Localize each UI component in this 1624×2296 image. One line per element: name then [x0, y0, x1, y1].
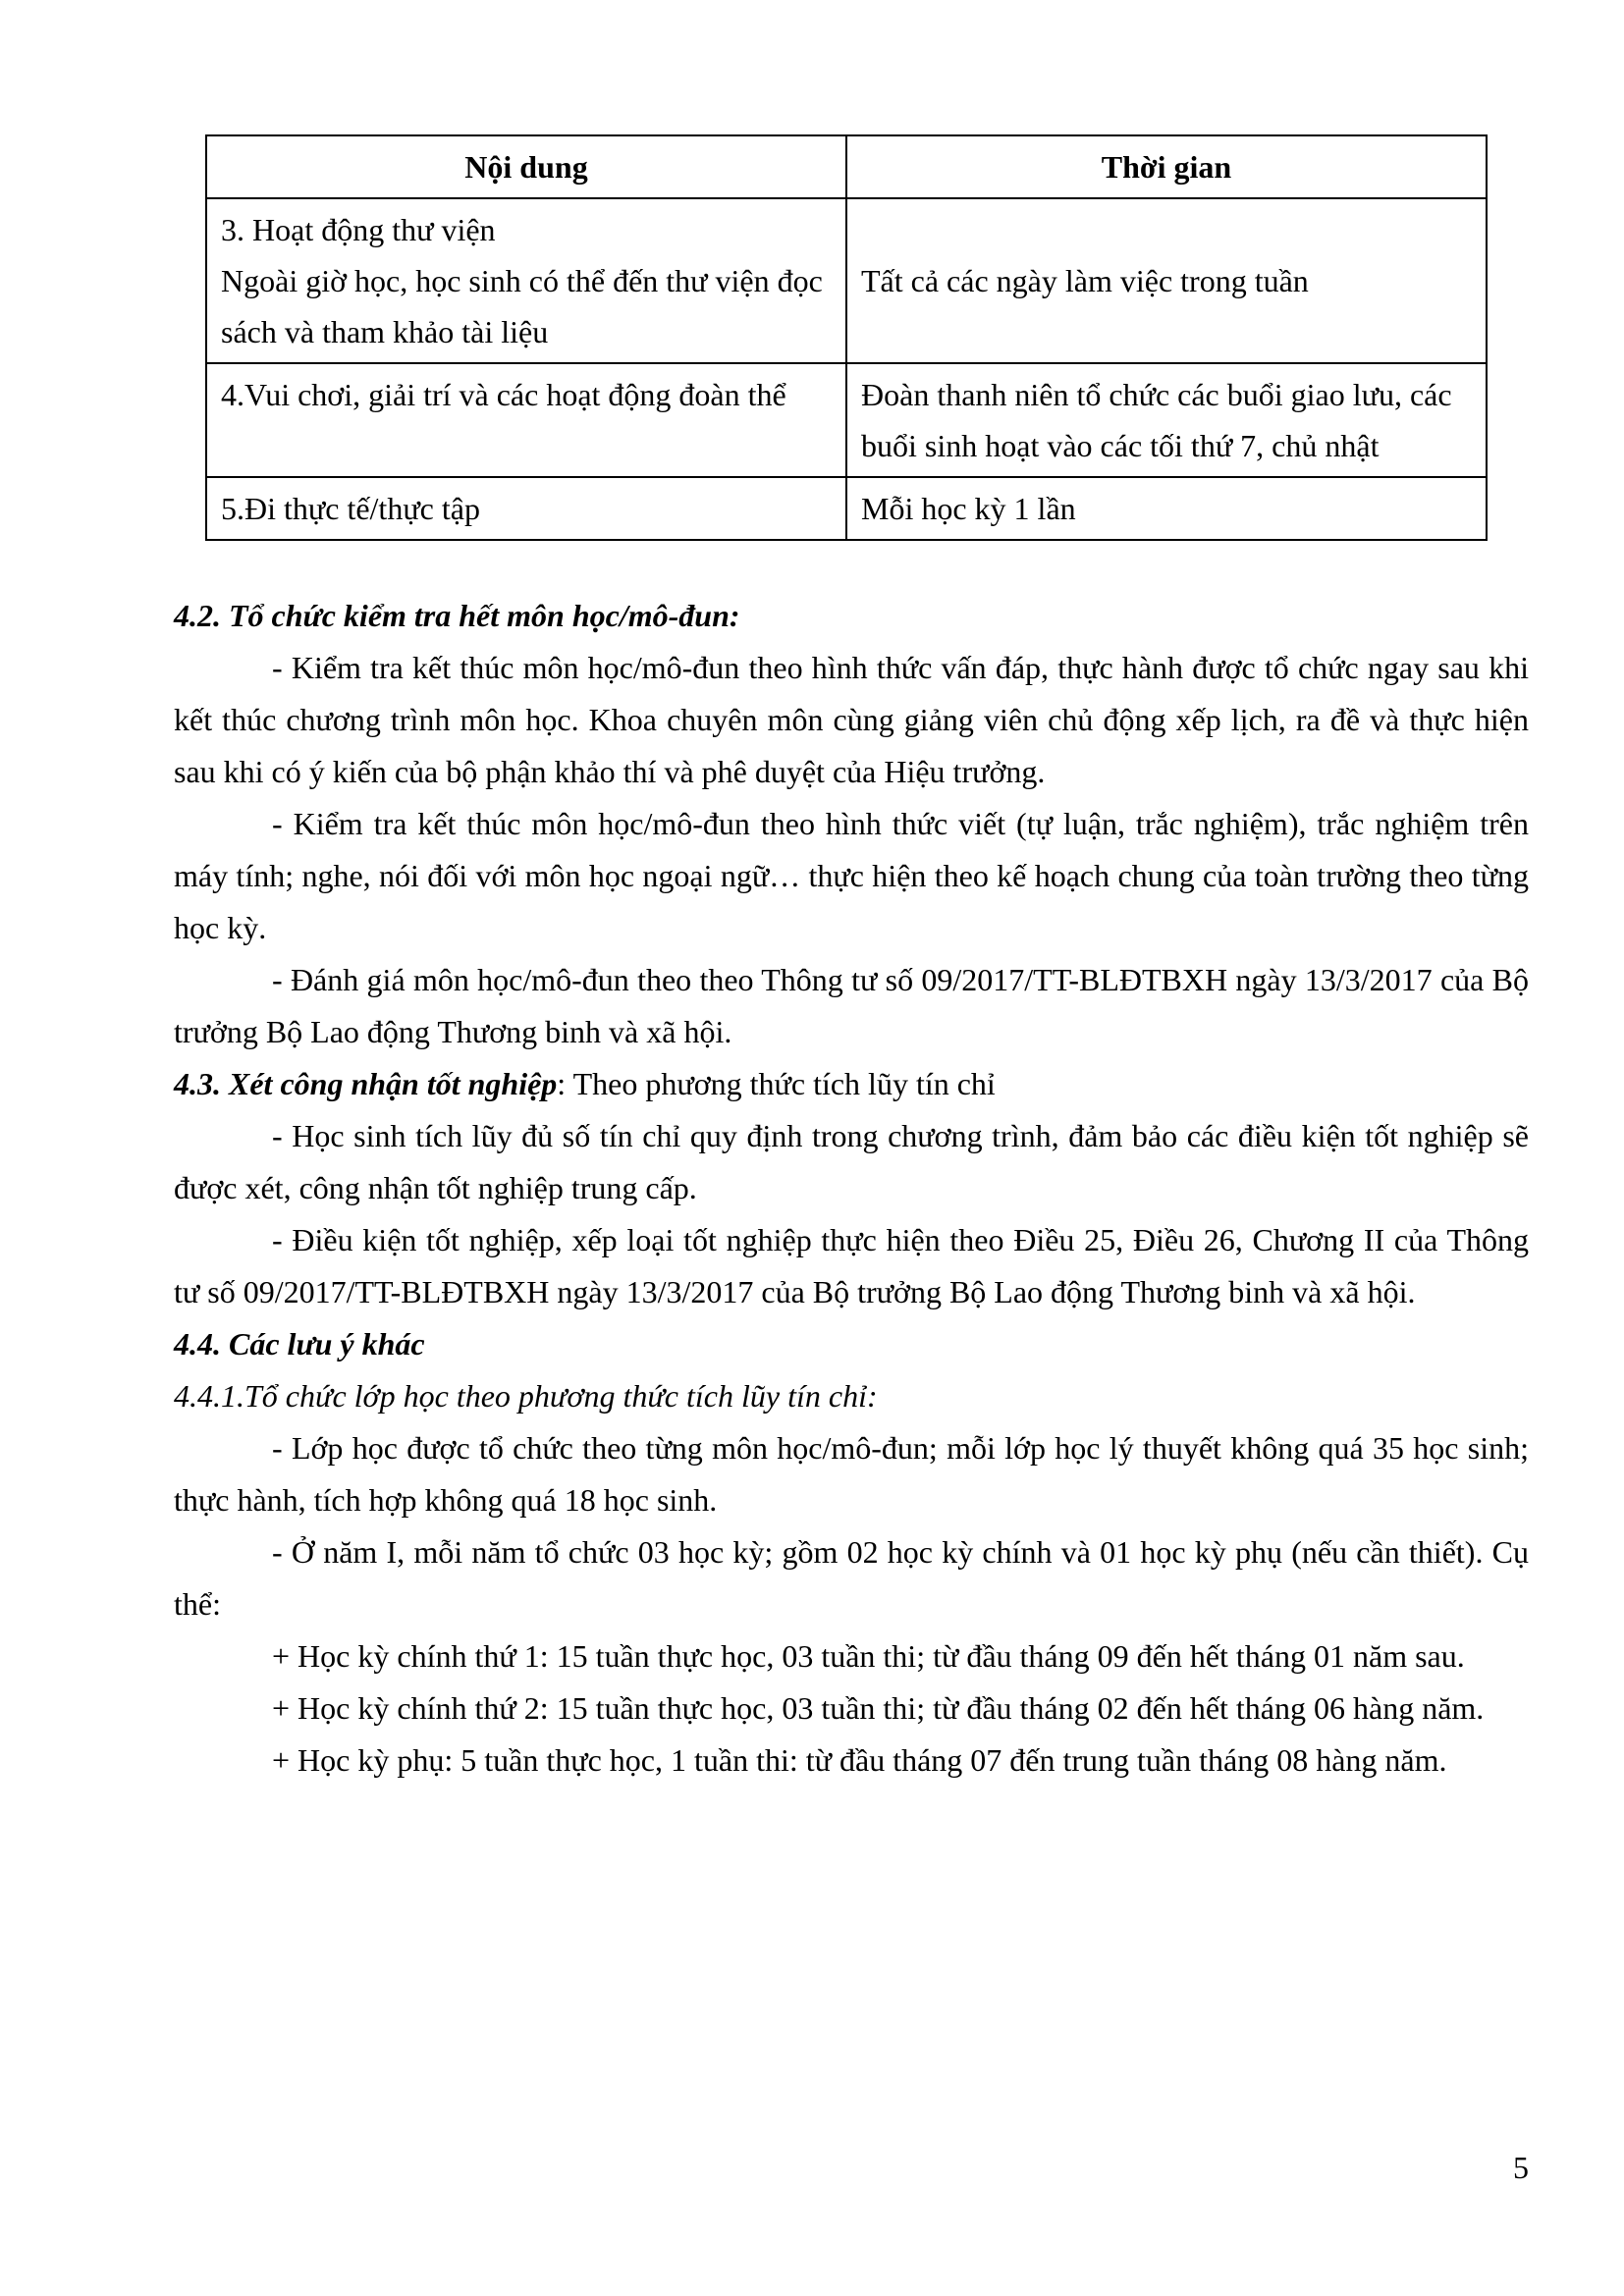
- paragraph: - Học sinh tích lũy đủ số tín chỉ quy định trong chương trình, đảm bảo các điều kiện tốt nghiệp sẽ được xét, công nhận tốt nghiệp trung cấp.: [174, 1118, 1529, 1205]
- paragraph: - Kiểm tra kết thúc môn học/mô-đun theo hình thức vấn đáp, thực hành được tổ chức ngay sau khi kết thúc chương trình môn học. Khoa chuyên môn cùng giảng viên chủ động xếp lịch, ra đề và thực hiện sau khi có ý kiến của bộ phận khảo thí và phê duyệt của Hiệu trưởng.: [174, 650, 1529, 789]
- table-row: [206, 198, 1487, 363]
- cell-text: Mỗi học kỳ 1 lần: [861, 491, 1076, 526]
- table-row: [206, 477, 1487, 540]
- paragraph: - Kiểm tra kết thúc môn học/mô-đun theo hình thức viết (tự luận, trắc nghiệm), trắc nghiệm trên máy tính; nghe, nói đối với môn học ngoại ngữ… thực hiện theo kế hoạch chung của toàn trường theo từng học kỳ.: [174, 806, 1529, 945]
- paragraph: - Ở năm I, mỗi năm tổ chức 03 học kỳ; gồm 02 học kỳ chính và 01 học kỳ phụ (nếu cần thiết). Cụ thể:: [174, 1534, 1529, 1622]
- paragraph: + Học kỳ chính thứ 2: 15 tuần thực học, 03 tuần thi; từ đầu tháng 02 đến hết tháng 06 hàng năm.: [272, 1690, 1485, 1726]
- section-heading: 4.4.1.Tổ chức lớp học theo phương thức tích lũy tín chỉ:: [174, 1378, 878, 1414]
- table-row: [206, 363, 1487, 477]
- table-body: [206, 198, 1487, 540]
- content-cell: [206, 198, 846, 363]
- paragraph: - Điều kiện tốt nghiệp, xếp loại tốt nghiệp thực hiện theo Điều 25, Điều 26, Chương II của Thông tư số 09/2017/TT-BLĐTBXH ngày 13/3/2017 của Bộ trưởng Bộ Lao động Thương binh và xã hội.: [174, 1222, 1529, 1309]
- column-header-time: Thời gian: [846, 135, 1487, 198]
- time-cell: [846, 363, 1487, 477]
- time-cell: [846, 198, 1487, 363]
- time-cell: [846, 477, 1487, 540]
- document-content: [174, 134, 1529, 1787]
- paragraph: - Đánh giá môn học/mô-đun theo theo Thông tư số 09/2017/TT-BLĐTBXH ngày 13/3/2017 của Bộ trưởng Bộ Lao động Thương binh và xã hội.: [174, 962, 1529, 1049]
- schedule-table: [205, 134, 1488, 541]
- column-header-content: Nội dung: [206, 135, 846, 198]
- content-cell: [206, 477, 846, 540]
- heading-lead: 4.3. Xét công nhận tốt nghiệp: [174, 1066, 558, 1101]
- cell-text: Ngoài giờ học, học sinh có thể đến thư viện đọc sách và tham khảo tài liệu: [221, 263, 823, 349]
- header-row: [206, 135, 1487, 198]
- section-heading: 4.2. Tổ chức kiểm tra hết môn học/mô-đun:: [174, 598, 740, 633]
- paragraph: - Lớp học được tổ chức theo từng môn học/mô-đun; mỗi lớp học lý thuyết không quá 35 học sinh; thực hành, tích hợp không quá 18 học sinh.: [174, 1430, 1529, 1518]
- cell-text: 3. Hoạt động thư viện: [221, 212, 496, 247]
- content-cell: [206, 363, 846, 477]
- schedule-table-head: [206, 135, 1487, 198]
- cell-text: Đoàn thanh niên tổ chức các buổi giao lưu, các buổi sinh hoạt vào các tối thứ 7, chủ nhật: [861, 377, 1452, 463]
- cell-text: 5.Đi thực tế/thực tập: [221, 491, 480, 526]
- section-heading: 4.3. Xét công nhận tốt nghiệp: Theo phương thức tích lũy tín chỉ: [174, 1066, 996, 1101]
- cell-text: Tất cả các ngày làm việc trong tuần: [861, 263, 1309, 298]
- section-heading: 4.4. Các lưu ý khác: [174, 1326, 425, 1362]
- paragraph: + Học kỳ chính thứ 1: 15 tuần thực học, 03 tuần thi; từ đầu tháng 09 đến hết tháng 01 năm sau.: [272, 1638, 1465, 1674]
- paragraph: + Học kỳ phụ: 5 tuần thực học, 1 tuần thi: từ đầu tháng 07 đến trung tuần tháng 08 hàng năm.: [272, 1742, 1447, 1778]
- cell-text: 4.Vui chơi, giải trí và các hoạt động đoàn thể: [221, 377, 786, 412]
- paragraphs: [174, 590, 1529, 1787]
- page-number: 5: [1513, 2150, 1529, 2185]
